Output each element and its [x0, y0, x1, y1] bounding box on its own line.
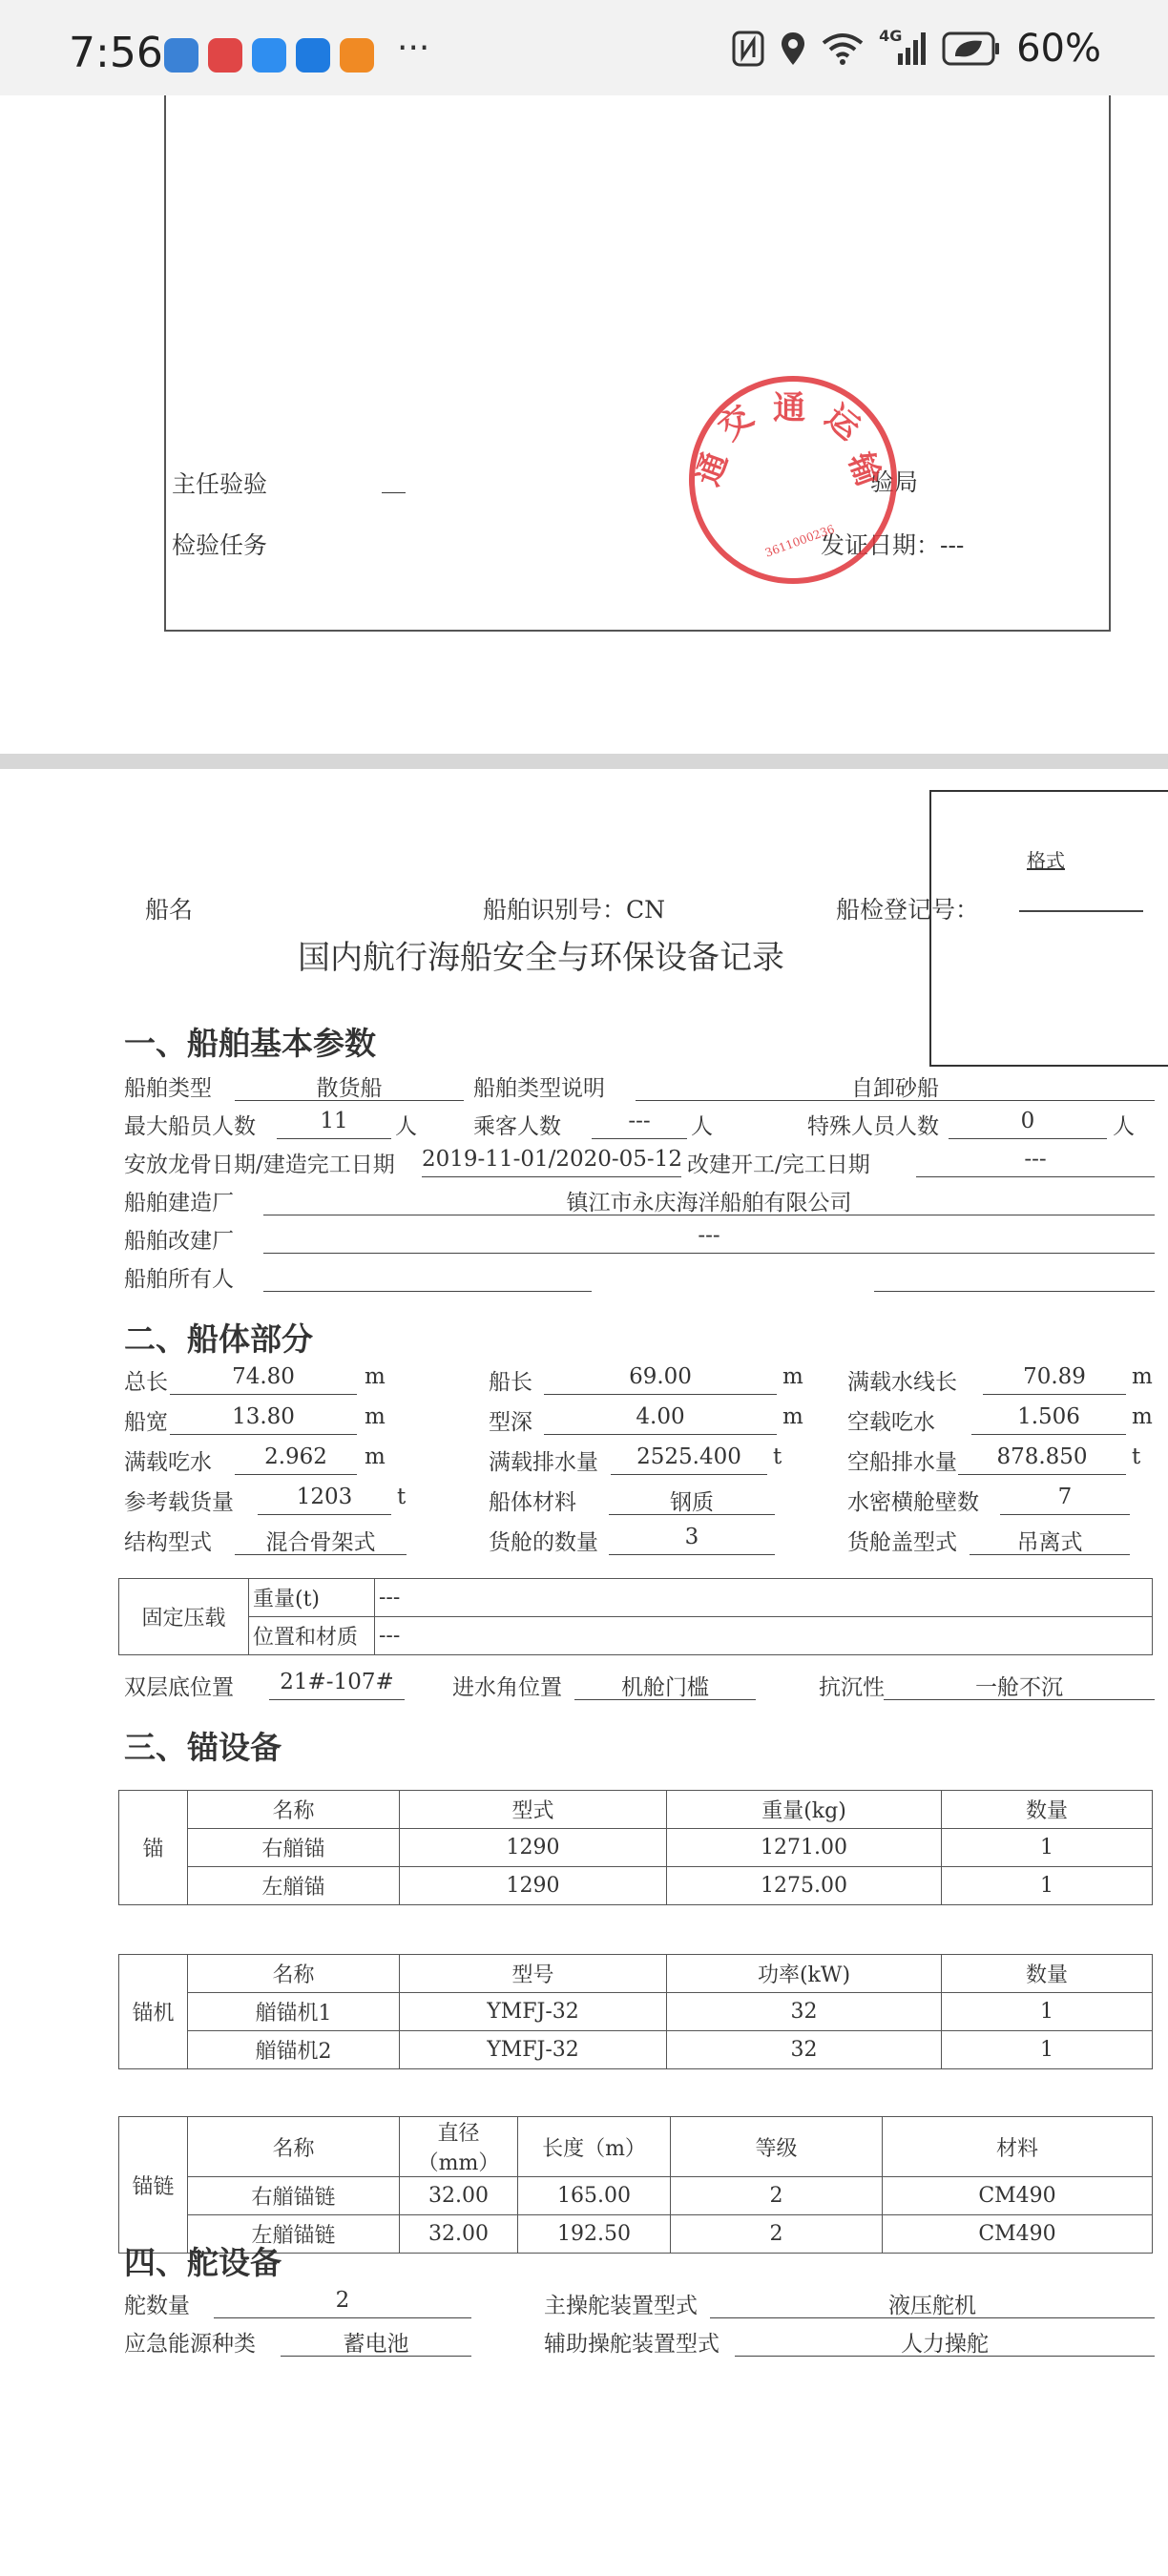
flooding-point-value: 机舱门槛	[574, 1670, 756, 1700]
clock: 7:56	[69, 29, 163, 77]
table-row: 右艏锚链 32.00 165.00 2 CM490	[119, 2177, 1153, 2215]
row-double-bottom: 双层底位置 21#-107# 进水角位置 机舱门槛 抗沉性 一舱不沉	[124, 1666, 1155, 1702]
light-draft-value: 1.506	[971, 1404, 1126, 1435]
max-crew-value: 11	[277, 1109, 391, 1139]
hatch-value: 吊离式	[970, 1525, 1130, 1555]
anchor-table	[118, 1790, 1153, 1905]
section-anchor-title: 三、锚设备	[124, 1729, 282, 1766]
status-bar	[0, 0, 1168, 95]
ship-name-label: 船名	[145, 896, 194, 924]
network-type: 4G	[879, 27, 903, 45]
structure-value: 混合骨架式	[235, 1525, 407, 1555]
rebuilder-value: ---	[263, 1223, 1155, 1254]
depth-value: 4.00	[544, 1404, 777, 1435]
table-row: 左艏锚链 32.00 192.50 2 CM490	[119, 2215, 1153, 2254]
double-bottom-value: 21#-107#	[269, 1670, 405, 1700]
section-rudder-title: 四、舵设备	[124, 2244, 282, 2281]
table-row: 艏锚机2 YMFJ-32 32 1	[119, 2031, 1153, 2069]
passengers-value: ---	[592, 1109, 687, 1139]
registration-number-label: 船检登记号：	[836, 896, 980, 924]
wifi-icon	[822, 31, 864, 66]
format-label: 格式	[1027, 849, 1065, 872]
document-page-1	[0, 95, 1168, 754]
aux-steering-value: 人力操舵	[735, 2326, 1155, 2357]
lwl-value: 70.89	[983, 1364, 1126, 1395]
builder-value: 镇江市永庆海洋船舶有限公司	[263, 1185, 1155, 1215]
video-app-icon	[340, 38, 374, 73]
row-keel-date: 安放龙骨日期/建造完工日期 2019-11-01/2020-05-12 改建开工/完工日期 ---	[124, 1143, 1155, 1179]
system-icons	[732, 27, 1101, 71]
main-steering-value: 液压舵机	[710, 2288, 1155, 2318]
ship-id-label: 船舶识别号：CN	[483, 896, 666, 924]
inspection-task-label: 检验任务	[172, 531, 268, 559]
document-title: 国内航行海船安全与环保设备记录	[298, 939, 784, 977]
special-personnel-value: 0	[949, 1109, 1107, 1139]
row-breadth: 船宽 13.80 m 型深 4.00 m 空载吃水 1.506 m	[124, 1404, 1153, 1435]
holds-value: 3	[609, 1525, 775, 1555]
lbp-value: 69.00	[544, 1364, 777, 1395]
document-page-2	[0, 769, 1168, 2576]
cargo-value: 1203	[258, 1485, 391, 1515]
rudders-value: 2	[214, 2288, 471, 2318]
unsinkability-value: 一舱不沉	[884, 1670, 1155, 1700]
row-rebuilder: 船舶改建厂 ---	[124, 1219, 1155, 1256]
bureau-label: 验局	[870, 468, 919, 496]
row-structure: 结构型式 混合骨架式 货舱的数量 3 货舱盖型式 吊离式	[124, 1521, 1155, 1557]
row-draft-displacement: 满载吃水 2.962 m 满载排水量 2525.400 t 空船排水量 878.850 t	[124, 1444, 1141, 1475]
anchor-chain-table	[118, 2116, 1153, 2254]
battery-percent: 60%	[1016, 27, 1101, 71]
issue-date-label: 发证日期：---	[821, 531, 965, 559]
page-separator	[0, 754, 1168, 769]
row-cargo-material: 参考载货量 1203 t 船体材料 钢质 水密横舱壁数 7	[124, 1481, 1155, 1517]
keel-date-value: 2019-11-01/2020-05-12	[422, 1147, 681, 1177]
page-1-frame	[164, 95, 1111, 632]
battery-icon	[942, 31, 1001, 66]
table-row: 固定压载 重量(t) ---	[119, 1579, 1153, 1617]
table-row: 锚机 名称 型号 功率(kW) 数量	[119, 1955, 1153, 1993]
notification-icons	[164, 38, 374, 73]
row-owner: 船舶所有人	[124, 1257, 1155, 1294]
chief-inspector-line: __	[382, 466, 406, 493]
row-emergency: 应急能源种类 蓄电池 辅助操舵装置型式 人力操舵	[124, 2322, 1155, 2358]
official-seal: 通 交 通 运 输 3611000236	[689, 376, 897, 584]
loa-value: 74.80	[170, 1364, 357, 1395]
hull-material-value: 钢质	[609, 1485, 775, 1515]
row-crew: 最大船员人数 11 人 乘客人数 --- 人 特殊人员人数 0 人	[124, 1109, 1135, 1139]
row-lengths: 总长 74.80 m 船长 69.00 m 满载水线长 70.89 m	[124, 1364, 1153, 1395]
windlass-table	[118, 1954, 1153, 2069]
breadth-value: 13.80	[170, 1404, 357, 1435]
more-notifications-icon: ···	[397, 29, 430, 68]
table-row: 锚 名称 型式 重量(kg) 数量	[119, 1791, 1153, 1829]
nfc-icon	[732, 31, 764, 67]
cloud-app-icon	[252, 38, 286, 73]
signal-icon	[879, 27, 927, 67]
light-displacement-value: 878.850	[958, 1444, 1126, 1475]
ship-type-desc-value: 自卸砂船	[636, 1070, 1155, 1101]
bulkheads-value: 7	[1000, 1485, 1130, 1515]
section-basic-params-title: 一、船舶基本参数	[124, 1025, 376, 1062]
full-displacement-value: 2525.400	[611, 1444, 767, 1475]
table-row: 艏锚机1 YMFJ-32 32 1	[119, 1993, 1153, 2031]
emergency-power-value: 蓄电池	[281, 2326, 471, 2357]
table-row: 位置和材质 ---	[119, 1617, 1153, 1655]
section-hull-title: 二、船体部分	[124, 1320, 313, 1358]
location-icon	[780, 31, 806, 67]
weather-app-icon	[296, 38, 330, 73]
table-row: 左艏锚 1290 1275.00 1	[119, 1867, 1153, 1905]
notes-app-icon	[208, 38, 242, 73]
refit-date-value: ---	[916, 1147, 1155, 1177]
format-box	[929, 790, 1168, 1067]
table-row: 右艏锚 1290 1271.00 1	[119, 1829, 1153, 1867]
ship-type-value: 散货船	[235, 1070, 464, 1101]
browser-app-icon	[164, 38, 198, 73]
row-builder: 船舶建造厂 镇江市永庆海洋船舶有限公司	[124, 1181, 1155, 1217]
fixed-ballast-table	[118, 1578, 1153, 1655]
chief-inspector-label: 主任验验	[172, 470, 268, 498]
row-rudders: 舵数量 2 主操舵装置型式 液压舵机	[124, 2284, 1155, 2320]
row-ship-type: 船舶类型 散货船 船舶类型说明 自卸砂船	[124, 1067, 1155, 1103]
full-draft-value: 2.962	[235, 1444, 357, 1475]
owner-value	[263, 1261, 592, 1292]
table-row: 锚链 名称 直径（mm） 长度（m） 等级 材料	[119, 2117, 1153, 2177]
